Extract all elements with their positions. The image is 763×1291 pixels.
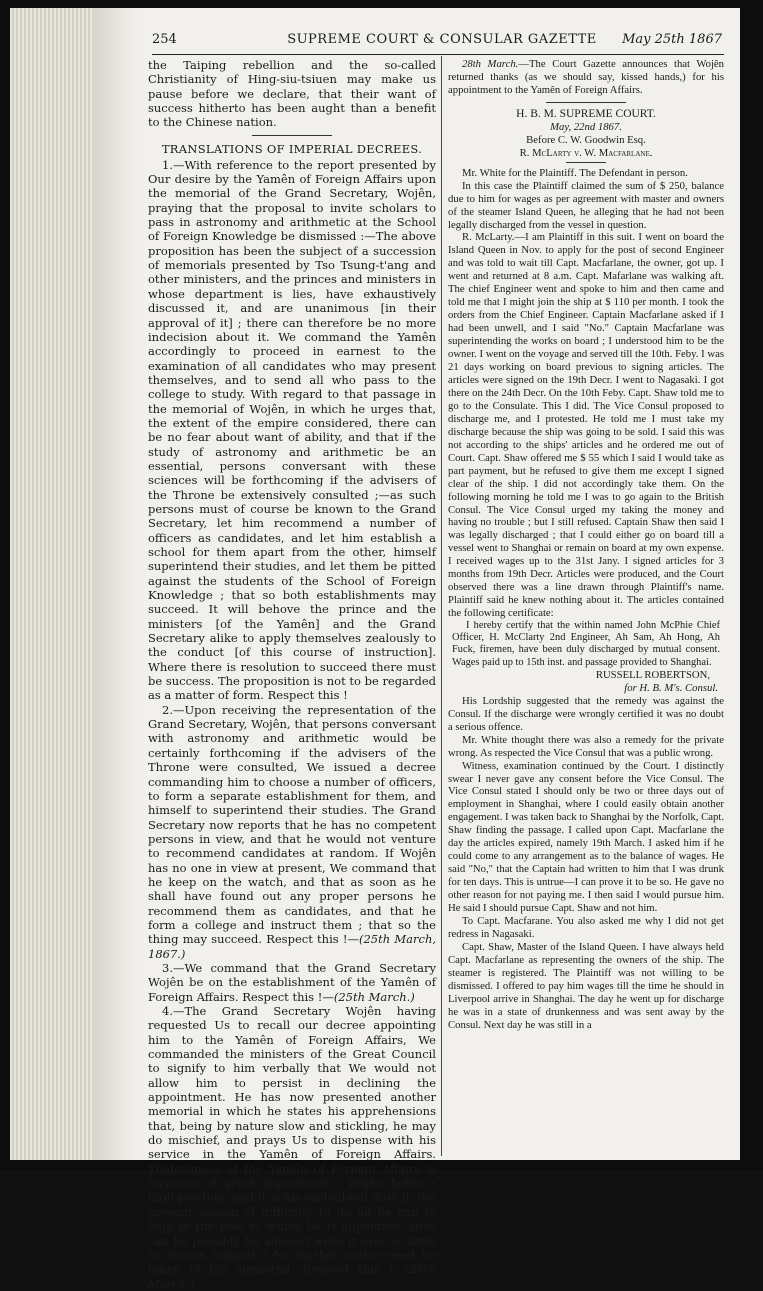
plaintiff-testimony: R. McLarty.—I am Plaintiff in this suit. I went on board the Island Queen in Nov. to apply for the post of second Engineer and was told to wait till Capt. Macfarlane, the owner, got up. I went and returned at 8 a.m. Capt. Mafarlane was walking aft. The chief Engineer went and spoke to him and then came and told me that I might join the ship at $ 110 per month. I took the orders from the Chief Engineer. Captain Macfarlane asked if I had been unwell, and I said "No." Captain Macfarlane was superintending the works on board ; I understood him to be the owner. I went on the voyage and served till the 10th. Feby. I was 21 days working on board previous to signing articles. The articles were signed on the 19th Decr. I went to Nagasaki. I got there on the 24th Decr. On the 10th Feby. Capt. Shaw told me to go to the Consulate. This I did. The Vice Consul proposed to discharge me, and I protested. He told me I must take my discharge because the ship was going to be sold. I said this was not according to the ships' articles and he ordered me out of Court. Capt. Shaw offered me $ 55 which I said I would take as part payment, but he refused to give them me except I signed clear of the ship. I did not accordingly take them. On the following morning he told me I was to go again to the British Consul. The Vice Consul urged my taking the money and having no trouble ; but I still refused. Captain Shaw then said I was legally discharged ; that I could either go on board till a vessel went to Shanghai or remain on board at my own expense. I received wages up to the 31st Jany. I signed articles for 3 months from 19th Decr. Articles were produced, and the Court observed there was a line drawn through Plaintiff's name. Plaintiff said he knew nothing about it. The articles contained the following certificate: [448,231,724,620]
publication-title: SUPREME COURT & CONSULAR GAZETTE [287,32,597,47]
decree-4 [148,1004,436,1291]
decree-3-text: 3.—We command that the Grand Secretary Wojên be on the establishment of the Yamên of Foreign Affairs. Respect this !— [148,960,436,1004]
certificate-signature-title: for H. B. M's. Consul. [624,681,718,694]
court-date: May, 22nd 1867. [550,120,622,133]
decree-2-text: 2.—Upon receiving the representation of the Grand Secretary, Wojên, that persons conversant with astronomy and arithmetic would be certainly forthcoming if the advisers of the Throne were consulted, We issued a decree commanding him to choose a number of officers, to form a separate establishment for them, and himself to superintend their studies. The Grand Secretary now reports that he has no competent persons in view, and that he would not venture to recommend candidates at random. If Wojên has no one in view at present, We command that he keep on the watch, and that as soon as he shall have found out any proper persons he recommend them as candidates, and that he form a college and instruct them ; that so the thing may succeed. Respect this !— [148,702,436,947]
right-column [448,58,724,1154]
decree-4-date: (27th March.) [148,1262,436,1291]
question-to-defendant: To Capt. Macfarane. You also asked me why I did not get redress in Nagasaki. [448,915,724,940]
issue-date: May 25th 1867 [622,32,722,47]
claim-paragraph: In this case the Plaintiff claimed the sum of $ 250, balance due to him for wages as per agreement with master and owners of the steamer Island Queen, he alleging that he had not been legally discharged from the vessel in question. [448,179,724,231]
page-number: 254 [152,32,177,47]
decree-4-text: 4.—The Grand Secretary Wojên having requested Us to recall our decree appointing him to the Yamên of Foreign Affairs, We commanded the ministers of the Great Council to signify to him verbally that We would not allow him to persist in declining the appointment. He has now presented another memorial in which he states his apprehensions that, being by nature slow and stickling, he may do mischief, and prays Us to dispense with his service in the Yamên of Foreign Affairs. Thebusiness of the Yamên of Foreign Affairs is business of great importance ; Wojên holds a high position, and it is his undoubted duty in the present season of difficulty to do all he can to help in the post to which he is appointed. How can he possibly be allowed were it ever so little to excuse himself ? No further notice need he taken of his memorial. Respect this !— [148,1004,436,1277]
court-heading: H. B. M. SUPREME COURT. [516,107,656,120]
continued-paragraph: the Taiping rebellion and the so-called Christianity of Hing-siu-tsiuen may make us pause before we declare, that their want of success hitherto has been aught than a benefit to the Chinese nation. [148,58,436,130]
counsel-remark: Mr. White thought there was also a remedy for the private wrong. As respected the Vice Consul that was a public wrong. [448,733,724,759]
decree-2 [148,703,436,961]
newspaper-page [92,8,740,1291]
certificate-signature: RUSSELL ROBERTSON, [595,668,710,681]
left-column [148,58,437,1291]
header-rule [152,54,724,55]
gazette-note-text: —The Court Gazette announces that Wojên returned thanks (as we should say, kissed hands,) for his appointment to the Yamên of Foreign Affairs. [448,58,724,96]
decree-3 [148,961,436,1004]
section-divider [546,102,626,103]
decree-2-date: (25th March, 1867.) [148,932,437,961]
captain-testimony: Capt. Shaw, Master of the Island Queen. I have always held Capt. Macfarlane as representing the owners of the ship. The steamer is registered. The Plaintiff was not willing to be dismissed. I offered to pay him wages till the time he should in Liverpool arrive in Shanghai. The day he went up for discharge he was in a state of drunkenness and was sent away by the Consul. Next day he was still in a [448,940,724,1031]
page-header [152,30,732,50]
binding-gutter [92,8,140,1160]
gazette-note [448,58,724,97]
gazette-note-date: 28th March. [462,58,519,70]
case-title: R. McLarty v. W. Macfarlane. [519,146,653,159]
witness-testimony: Witness, examination continued by the Court. I distinctly swear I never gave any consent before the Vice Consul. The Vice Consul stated I should only be two or three days out of employment in Shanghai, where I could easily obtain another engagement. I was taken back to Shanghai by the Norfolk, Capt. Shaw finding the passage. I called upon Capt. Macfarlane the day the articles expired, namely 19th March. I asked him if he could come to any arrangement as to the balance of wages. He said "No," that the Captain had written to him that I was drunk for ten days. This is untrue—I can prove it to be so. He gave no other reason for not paying me. I then said I would pursue him. He said I should pursue Capt. Shaw and not him. [448,759,724,915]
counsel-appearance: Mr. White for the Plaintiff. The Defendant in person. [462,166,688,179]
court-judge: Before C. W. Goodwin Esq. [526,133,646,146]
section-divider [252,135,332,136]
decree-1: 1.—With reference to the report presented by Our desire by the Yamên of Foreign Affairs upon the memorial of the Grand Secretary, Wojên, praying that the proposal to invite scholars to pass in astronomy and arithmetic at the School of Foreign Knowledge be dismissed :—The above proposition has been the subject of a succession of memorials presented by Tso Tsung-t'ang and other ministers, and the princes and ministers in whose department is lies, have exhaustively discussed it, and are unanimous [in their approval of it] ; there can therefore be no more indecision about it. We command the Yamên accordingly to proceed in earnest to the examination of all candidates who may present themselves, and to send all who pass to the college to study. With regard to that passage in the memorial of Wojên, in which he urges that, the extent of the empire considered, there can be no fear about want of ability, and that if the study of astronomy and arithmetic be an essential, persons conversant with these sciences will be forthcoming if the advisers of the Throne be extensively consulted ;—as such persons must of course be known to the Grand Secretary, let him recommend a number of officers as candidates, and let him establish a school for them apart from the other, himself superintend their studies, and let them be pitted against the students of the School of Foreign Knowledge ; that so both establishments may succeed. It will behove the prince and the ministers [of the Yamên] and the Grand Secretary alike to apply themselves zealously to the conduct [of this course of instruction]. Where there is resolution to succeed there must be success. The proposition is not to be regarded as a matter of form. Respect this ! [148,157,436,703]
case-divider [566,162,606,163]
book-page-edges [10,8,100,1160]
lordship-remark: His Lordship suggested that the remedy was against the Consul. If the discharge were wrongly certified it was no doubt a serious offence. [448,694,724,733]
section-heading: TRANSLATIONS OF IMPERIAL DECREES. [161,141,423,156]
column-rule [441,56,442,1156]
decree-3-date: (25th March.) [333,989,415,1004]
discharge-certificate: I hereby certify that the within named John McPhie Chief Officer, H. McClarty 2nd Engineer, Ah Sam, Ah Hong, Ah Fuck, firemen, have been duly discharged by mutual consent. Wages paid up to 15th inst. and passage provided to Shanghai. [452,620,720,668]
